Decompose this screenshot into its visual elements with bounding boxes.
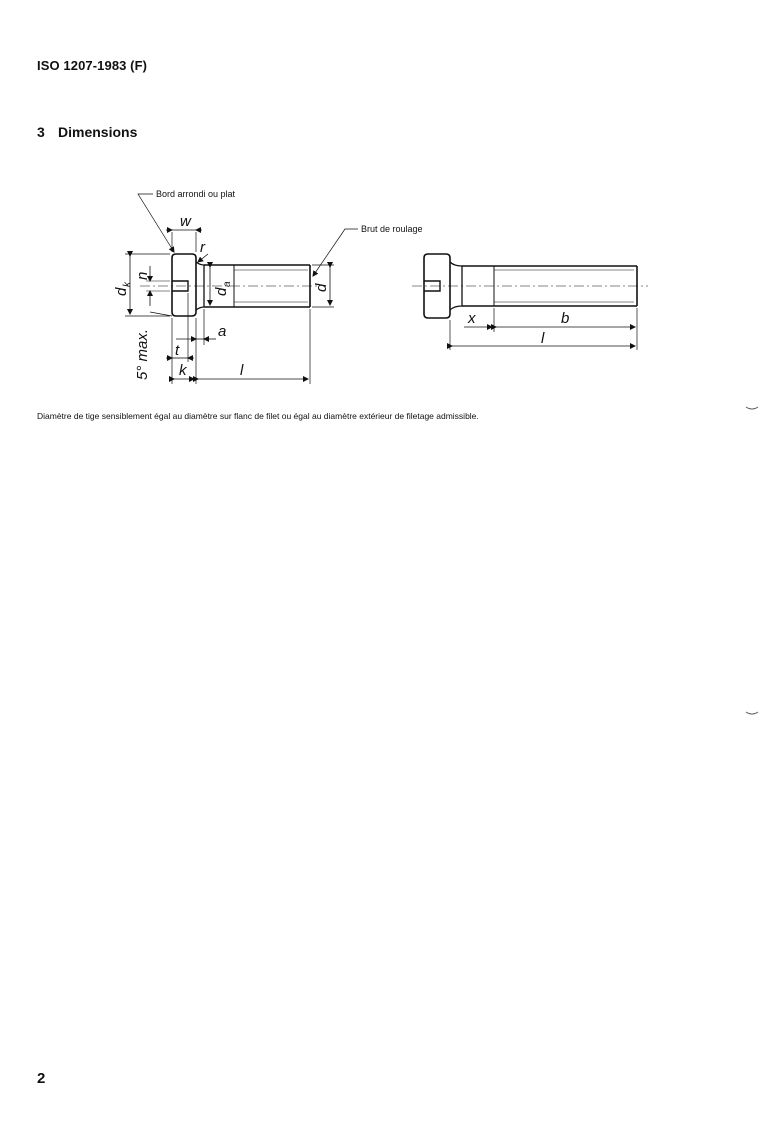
label-t: t — [175, 342, 180, 359]
callout-head-edge: Bord arrondi ou plat — [156, 189, 236, 199]
label-x: x — [468, 310, 476, 327]
label-l: l — [240, 362, 244, 379]
label-l2: l — [541, 330, 545, 347]
label-w: w — [180, 213, 191, 230]
label-dk-sub: k — [122, 282, 133, 287]
label-k: k — [179, 362, 187, 379]
label-da-sub: a — [222, 281, 233, 287]
section-number: 3 — [37, 124, 45, 140]
label-b: b — [561, 310, 570, 327]
label-angle: 5° max. — [134, 328, 151, 380]
figure-caption: Diamètre de tige sensiblement égal au diamètre sur flanc de filet ou égal au diamètre extérieur de filetage admissible. — [37, 411, 479, 421]
label-dk-main: d — [113, 287, 130, 296]
label-r: r — [200, 239, 205, 256]
page-number: 2 — [37, 1070, 46, 1087]
section-title: Dimensions — [58, 124, 138, 140]
label-da — [213, 281, 233, 296]
screw-dimension-figure — [0, 0, 771, 400]
screw-thread-view — [412, 254, 648, 350]
callout-thread: Brut de roulage — [361, 224, 423, 234]
margin-mark — [745, 405, 759, 413]
label-d: d — [313, 283, 330, 292]
document-header: ISO 1207-1983 (F) — [37, 58, 148, 73]
margin-mark — [745, 710, 759, 718]
label-a: a — [218, 323, 227, 340]
label-n: n — [134, 271, 151, 280]
label-da-main: d — [213, 287, 230, 296]
